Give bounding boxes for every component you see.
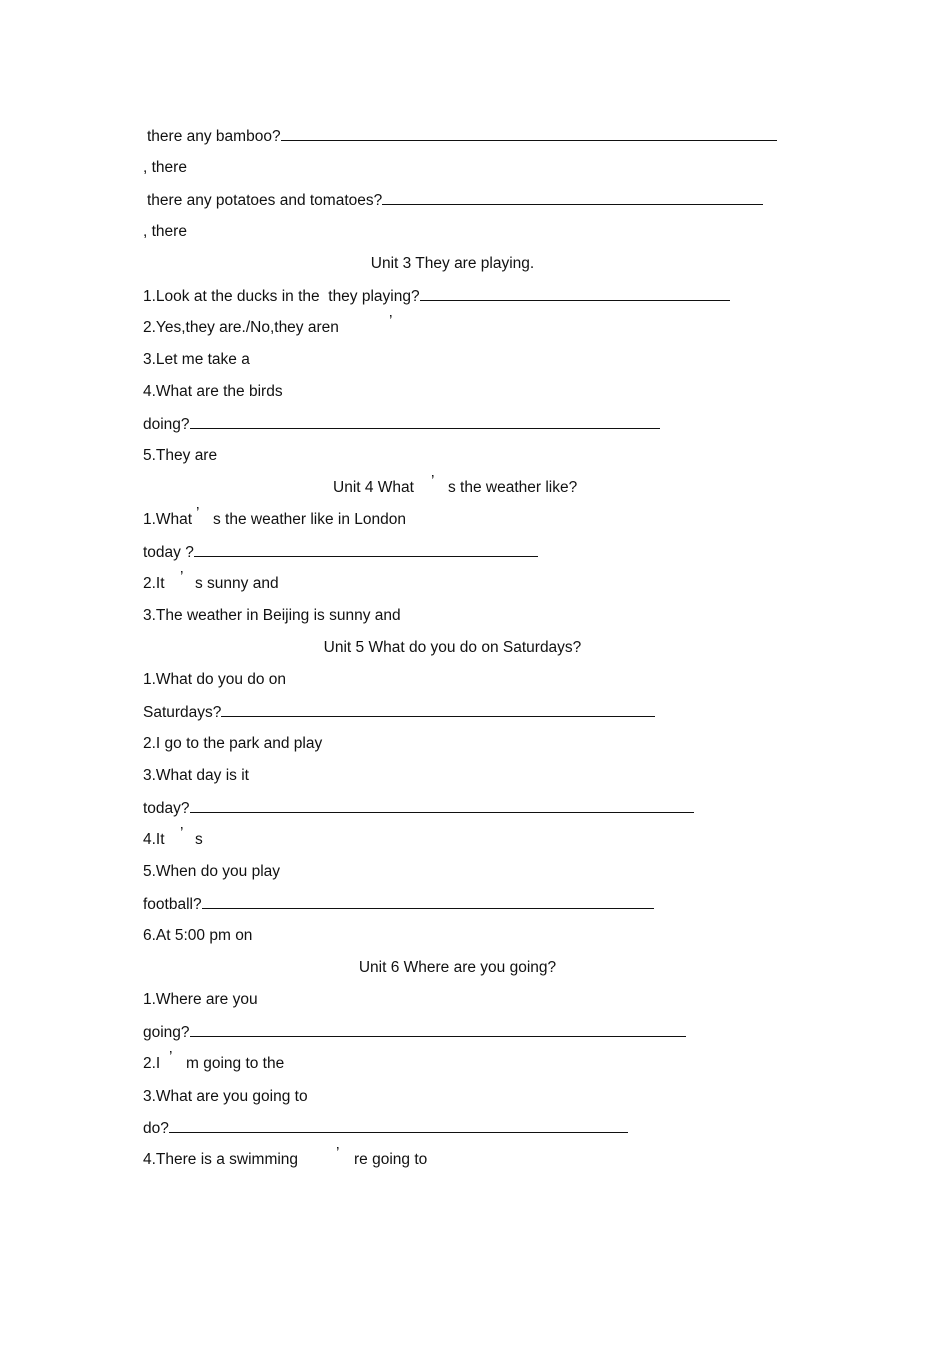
question-line: 2.It [143,575,165,592]
apostrophe-mark: ’ [389,313,393,330]
answer-blank[interactable] [194,542,538,557]
apostrophe-mark: ’ [196,505,200,522]
unit-3-heading: Unit 3 They are playing. [370,255,535,272]
question-line: 3.What are you going to [143,1088,308,1105]
question-line: 1.Look at the ducks in the they playing? [143,286,730,307]
question-line: going? [143,1022,686,1043]
answer-blank[interactable] [190,798,694,813]
question-line: 3.Let me take a [143,351,250,368]
question-line: s sunny and [195,575,279,592]
question-line: 3.The weather in Beijing is sunny and [143,607,401,624]
question-line: 2.I go to the park and play [143,735,323,752]
question-line: 1.Where are you [143,991,258,1008]
answer-blank[interactable] [281,126,777,141]
answer-blank[interactable] [221,702,655,717]
question-line: 6.At 5:00 pm on [143,927,253,944]
question-line: do? [143,1118,628,1139]
unit-6-heading: Unit 6 Where are you going? [358,959,557,976]
apostrophe-mark: ’ [180,569,184,586]
question-line: 5.They are [143,447,218,464]
question-line: there any potatoes and tomatoes? [147,190,763,211]
question-line: m going to the [186,1055,285,1072]
question-line: 3.What day is it [143,767,249,784]
question-line: doing? [143,414,660,435]
apostrophe-mark: ’ [169,1049,173,1066]
apostrophe-mark: ’ [431,473,435,490]
question-line: re going to [354,1151,428,1168]
question-line: Saturdays? [143,702,655,723]
answer-blank[interactable] [190,1022,686,1037]
question-line: 4.What are the birds [143,383,283,400]
question-line: s the weather like in London [213,511,407,528]
apostrophe-mark: ’ [180,825,184,842]
apostrophe-mark: ’ [336,1145,340,1162]
question-line: , there [143,223,187,240]
unit-4-heading: s the weather like? [448,479,578,496]
unit-4-heading: Unit 4 What [333,479,414,496]
question-line: today? [143,798,694,819]
question-line: 5.When do you play [143,863,281,880]
question-line: 1.What [143,511,193,528]
question-line: 2.I [143,1055,161,1072]
question-line: , there [143,159,187,176]
answer-blank[interactable] [420,286,730,301]
question-line: 4.It [143,831,165,848]
question-line: 4.There is a swimming [143,1151,299,1168]
question-line: there any bamboo? [147,126,777,147]
answer-blank[interactable] [190,414,660,429]
question-line: 1.What do you do on [143,671,287,688]
unit-5-heading: Unit 5 What do you do on Saturdays? [323,639,582,656]
question-line: 2.Yes,they are./No,they aren [143,319,339,336]
question-line: s [195,831,203,848]
question-line: football? [143,894,654,915]
answer-blank[interactable] [169,1118,628,1133]
question-line: today ? [143,542,538,563]
answer-blank[interactable] [202,894,654,909]
answer-blank[interactable] [382,190,763,205]
